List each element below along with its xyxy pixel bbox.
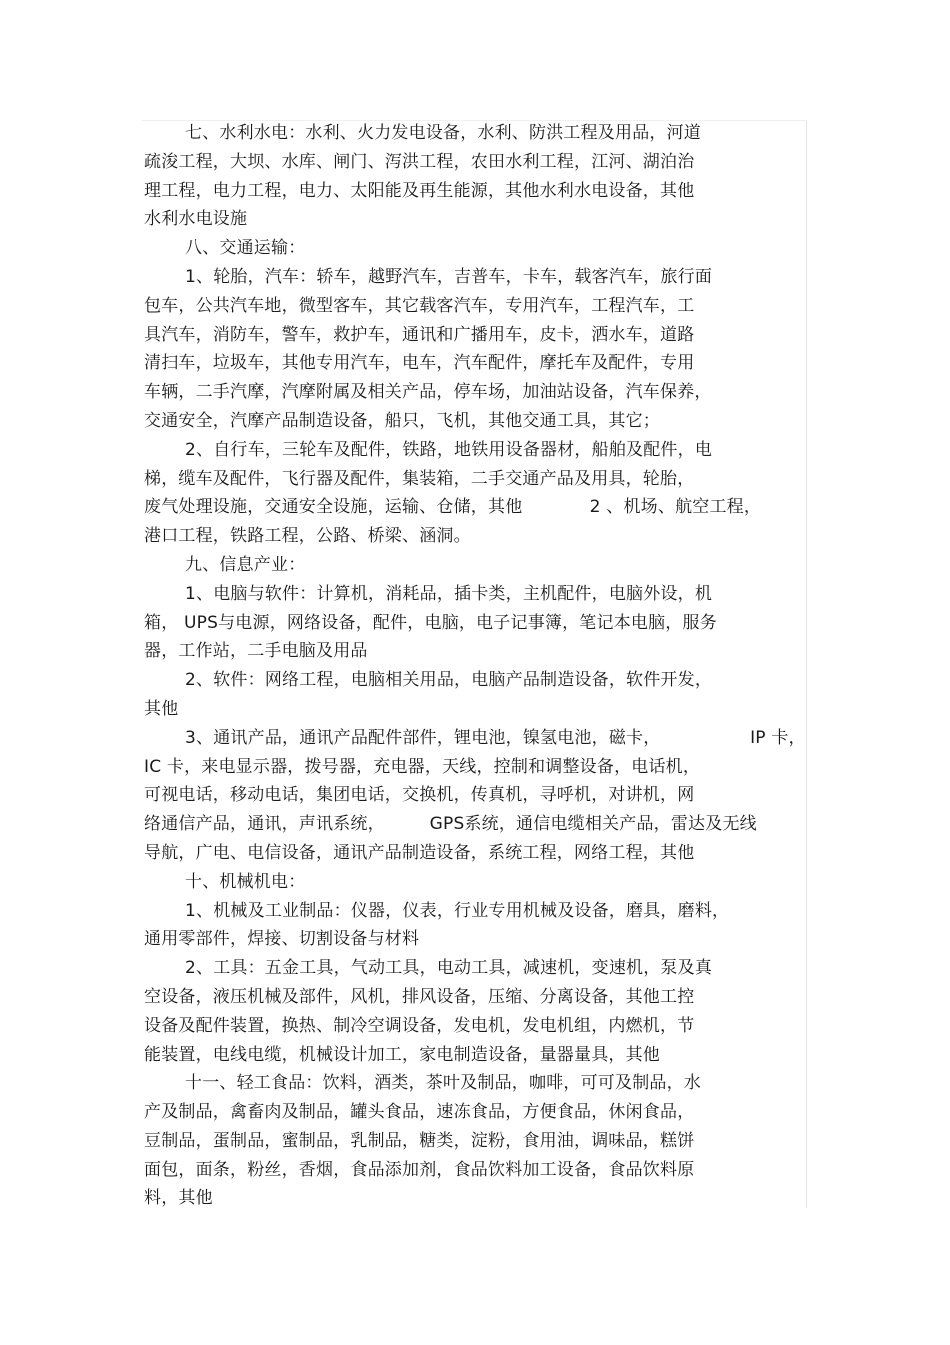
text-line: 料，其他	[144, 1188, 213, 1209]
text-line: 豆制品，蛋制品，蜜制品，乳制品，糖类，淀粉，食用油，调味品，糕饼	[144, 1130, 695, 1151]
text-line: 疏浚工程，大坝、水库、闸门、泻洪工程，农田水利工程，江河、湖泊治	[144, 151, 695, 172]
text-line: 十一、轻工食品：饮料，酒类，茶叶及制品，咖啡，可可及制品，水	[185, 1073, 701, 1094]
text-line: 梯，缆车及配件，飞行器及配件，集装箱，二手交通产品及用具，轮胎，	[144, 468, 695, 489]
text-line: 八、交通运输：	[185, 238, 306, 259]
text-line: 废气处理设施，交通安全设施，运输、仓储，其他 2 、机场、航空工程，	[144, 497, 762, 518]
text-line: 器，工作站，二手电脑及用品	[144, 641, 368, 662]
text-line: 络通信产品，通讯，声讯系统， GPS系统，通信电缆相关产品，雷达及无线	[144, 814, 757, 835]
text-line: 面包，面条，粉丝，香烟，食品添加剂，食品饮料加工设备，食品饮料原	[144, 1159, 695, 1180]
text-line: 九、信息产业：	[185, 554, 306, 575]
text-line: 箱， UPS与电源，网络设备，配件，电脑，电子记事簿，笔记本电脑，服务	[144, 612, 717, 633]
text-line: 车辆，二手汽摩，汽摩附属及相关产品，停车场，加油站设备，汽车保养，	[144, 382, 712, 403]
text-line: 1、机械及工业制品：仪器，仪表，行业专用机械及设备，磨具，磨料，	[185, 900, 730, 921]
text-line: 理工程，电力工程，电力、太阳能及再生能源，其他水利水电设备，其他	[144, 180, 695, 201]
text-line: 通用零部件，焊接、切割设备与材料	[144, 929, 420, 950]
text-line: 水利水电设施	[144, 209, 248, 230]
text-line: 2、工具：五金工具，气动工具，电动工具，减速机，变速机，泵及真	[185, 958, 713, 979]
text-line: 产及制品，禽畜肉及制品，罐头食品，速冻食品，方便食品，休闲食品，	[144, 1102, 695, 1123]
text-line: 2、自行车，三轮车及配件，铁路，地铁用设备器材，船舶及配件，电	[185, 439, 713, 460]
text-line: 可视电话，移动电话，集团电话，交换机，传真机，寻呼机，对讲机，网	[144, 785, 695, 806]
text-line: 交通安全，汽摩产品制造设备，船只，飞机，其他交通工具，其它；	[144, 410, 660, 431]
text-line: 2、软件：网络工程，电脑相关用品，电脑产品制造设备，软件开发，	[185, 670, 713, 691]
text-line: 空设备，液压机械及部件，风机，排风设备，压缩、分离设备，其他工控	[144, 986, 695, 1007]
text-line: 1、电脑与软件：计算机，消耗品，插卡类，主机配件，电脑外设，机	[185, 583, 713, 604]
text-line: 能装置，电线电缆，机械设计加工，家电制造设备，量器量具，其他	[144, 1044, 660, 1065]
text-line: IC 卡，来电显示器，拨号器，充电器，天线，控制和调整设备，电话机，	[144, 756, 701, 777]
text-line: 清扫车，垃圾车，其他专用汽车，电车，汽车配件，摩托车及配件，专用	[144, 353, 695, 374]
text-line: 十、机械机电：	[185, 871, 306, 892]
text-line: 1、轮胎，汽车：轿车，越野汽车，吉普车，卡车，载客汽车，旅行面	[185, 266, 713, 287]
text-line: 其他	[144, 698, 179, 719]
document-body	[144, 119, 804, 1213]
text-line: 导航，广电、电信设备，通讯产品制造设备，系统工程，网络工程，其他	[144, 842, 695, 863]
text-line: 七、水利水电：水利、火力发电设备，水利、防洪工程及用品，河道	[185, 123, 701, 143]
text-line: 3、通讯产品，通讯产品配件部件，锂电池，镍氢电池，磁卡， IP 卡，	[185, 727, 806, 748]
text-line: 具汽车，消防车，警车，救护车，通讯和广播用车，皮卡，洒水车，道路	[144, 324, 695, 345]
text-line: 港口工程，铁路工程，公路、桥梁、涵洞。	[144, 526, 471, 547]
text-line: 设备及配件装置，换热、制冷空调设备，发电机，发电机组，内燃机，节	[144, 1015, 695, 1036]
text-line: 包车，公共汽车地，微型客车，其它载客汽车，专用汽车，工程汽车，工	[144, 295, 695, 316]
